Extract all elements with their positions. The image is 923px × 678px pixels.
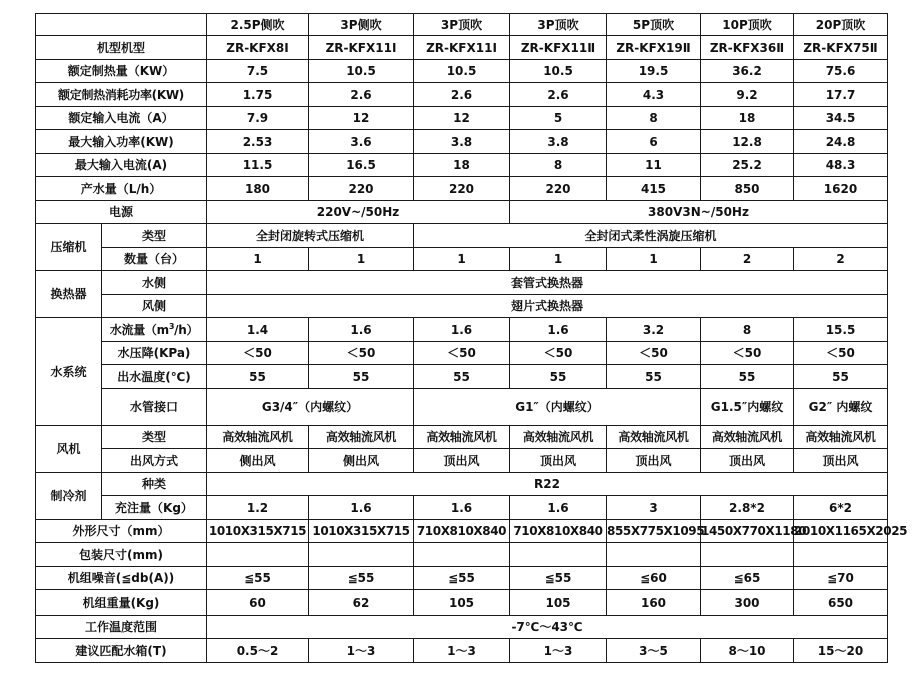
package-row [36, 543, 888, 567]
model-cell: ZR-KFX11Ⅱ [510, 36, 607, 60]
max-current-row [36, 153, 888, 177]
value-cell: 1.2 [207, 496, 309, 520]
value-cell: 10.5 [414, 59, 510, 83]
compressor-rotary: 全封闭旋转式压缩机 [207, 224, 414, 248]
sub-label: 水侧 [102, 271, 207, 295]
refrigerant-kind-value: R22 [207, 472, 888, 496]
value-cell: 高效轴流风机 [607, 425, 701, 449]
value-cell: 1.6 [510, 318, 607, 342]
value-cell: 850 [701, 177, 794, 201]
value-cell: ＜50 [207, 341, 309, 365]
row-label: 最大输入电流(A) [36, 153, 207, 177]
column-header: 3P顶吹 [414, 14, 510, 36]
value-cell: 顶出风 [701, 449, 794, 473]
value-cell: 105 [414, 590, 510, 616]
model-cell: ZR-KFX11Ⅰ [414, 36, 510, 60]
sub-label: 类型 [102, 224, 207, 248]
group-label-refrigerant: 制冷剂 [36, 472, 102, 519]
model-cell: ZR-KFX11Ⅰ [309, 36, 414, 60]
pipe-value: G3/4″（内螺纹） [207, 388, 414, 425]
value-cell: ＜50 [309, 341, 414, 365]
value-cell: 顶出风 [607, 449, 701, 473]
row-label: 额定输入电流（A） [36, 106, 207, 130]
value-cell: 3 [607, 496, 701, 520]
value-cell: 1 [309, 247, 414, 271]
column-header: 2.5P侧吹 [207, 14, 309, 36]
value-cell: 2.6 [414, 83, 510, 107]
value-cell: 1 [414, 247, 510, 271]
compressor-type-row [36, 224, 888, 248]
value-cell: 710X810X840 [510, 519, 607, 543]
fan-type-row [36, 425, 888, 449]
exchanger-water-value: 套管式换热器 [207, 271, 888, 295]
spec-table [35, 13, 908, 663]
value-cell: ＜50 [701, 341, 794, 365]
value-cell: ＜50 [607, 341, 701, 365]
value-cell: 1.6 [510, 496, 607, 520]
value-cell: 160 [607, 590, 701, 616]
sub-label: 水管接口 [102, 388, 207, 425]
refrigerant-charge-row [36, 496, 888, 520]
group-label-fan: 风机 [36, 425, 102, 472]
value-cell: 高效轴流风机 [701, 425, 794, 449]
value-cell: 1 [607, 247, 701, 271]
value-cell: 1620 [794, 177, 888, 201]
value-cell: 2 [794, 247, 888, 271]
group-label-exchanger: 换热器 [36, 271, 102, 318]
value-cell: 17.7 [794, 83, 888, 107]
value-cell: 高效轴流风机 [309, 425, 414, 449]
supply-single-phase: 220V~/50Hz [207, 200, 510, 224]
value-cell: ≦55 [207, 566, 309, 590]
value-cell: 11 [607, 153, 701, 177]
water-output-row [36, 177, 888, 201]
model-cell: ZR-KFX19Ⅱ [607, 36, 701, 60]
sub-label: 类型 [102, 425, 207, 449]
current-row [36, 106, 888, 130]
sub-label: 水压降(KPa) [102, 341, 207, 365]
value-cell: 2.6 [309, 83, 414, 107]
value-cell: 1010X315X715 [309, 519, 414, 543]
value-cell: 36.2 [701, 59, 794, 83]
row-label: 建议匹配水箱(T) [36, 639, 207, 663]
value-cell: 220 [309, 177, 414, 201]
flow-row [36, 318, 888, 342]
dimensions-row [36, 519, 888, 543]
value-cell: 侧出风 [309, 449, 414, 473]
sub-label: 风侧 [102, 294, 207, 318]
value-cell: 855X775X1095 [607, 519, 701, 543]
value-cell: 10.5 [309, 59, 414, 83]
value-cell: ＜50 [794, 341, 888, 365]
empty-cell [607, 543, 701, 567]
value-cell: 220 [510, 177, 607, 201]
empty-cell [701, 543, 794, 567]
value-cell: 8 [510, 153, 607, 177]
value-cell: ≦55 [510, 566, 607, 590]
value-cell: 8 [701, 318, 794, 342]
value-cell: 高效轴流风机 [510, 425, 607, 449]
value-cell: 顶出风 [794, 449, 888, 473]
flow-label-sup: 3 [168, 322, 175, 332]
flow-label-pre: 水流量（m [109, 323, 169, 338]
value-cell: 9.2 [701, 83, 794, 107]
value-cell: 4.3 [607, 83, 701, 107]
value-cell: 0.5～2 [207, 639, 309, 663]
compressor-count-row [36, 247, 888, 271]
sub-label: 种类 [102, 472, 207, 496]
value-cell: 6 [607, 130, 701, 154]
empty-cell [510, 543, 607, 567]
value-cell: 650 [794, 590, 888, 616]
pipe-row [36, 388, 888, 425]
row-label: 工作温度范围 [36, 615, 207, 639]
exchanger-wind-row [36, 294, 888, 318]
max-power-row [36, 130, 888, 154]
value-cell: 15.5 [794, 318, 888, 342]
value-cell: 55 [309, 365, 414, 389]
model-row [36, 36, 888, 60]
value-cell: 7.5 [207, 59, 309, 83]
empty-cell [414, 543, 510, 567]
value-cell: ≦55 [414, 566, 510, 590]
pipe-value: G2″ 内螺纹 [794, 388, 888, 425]
value-cell: 1.6 [309, 318, 414, 342]
value-cell: 10.5 [510, 59, 607, 83]
value-cell: 15～20 [794, 639, 888, 663]
noise-row [36, 566, 888, 590]
work-temp-row [36, 615, 888, 639]
row-label: 机型机型 [36, 36, 207, 60]
value-cell: 3.8 [414, 130, 510, 154]
row-label: 额定制热量（KW） [36, 59, 207, 83]
pipe-value: G1″（内螺纹） [414, 388, 701, 425]
value-cell: 7.9 [207, 106, 309, 130]
value-cell: 1.4 [207, 318, 309, 342]
value-cell: 1.75 [207, 83, 309, 107]
value-cell: 55 [701, 365, 794, 389]
weight-row [36, 590, 888, 616]
row-label: 电源 [36, 200, 207, 224]
flow-label-post: /h） [174, 323, 199, 338]
value-cell: 300 [701, 590, 794, 616]
header-row [36, 14, 888, 36]
value-cell: 12.8 [701, 130, 794, 154]
value-cell: 1～3 [510, 639, 607, 663]
value-cell: ≦70 [794, 566, 888, 590]
value-cell: 180 [207, 177, 309, 201]
value-cell: 11.5 [207, 153, 309, 177]
value-cell: ≦55 [309, 566, 414, 590]
exchanger-water-row [36, 271, 888, 295]
value-cell: ≦65 [701, 566, 794, 590]
value-cell: 3.8 [510, 130, 607, 154]
column-header: 20P顶吹 [794, 14, 888, 36]
value-cell: 55 [607, 365, 701, 389]
value-cell: 1～3 [309, 639, 414, 663]
empty-cell [207, 543, 309, 567]
compressor-scroll: 全封闭式柔性涡旋压缩机 [414, 224, 888, 248]
value-cell: 25.2 [701, 153, 794, 177]
sub-label: 出水温度(℃) [102, 365, 207, 389]
empty-cell [309, 543, 414, 567]
header-empty-cell [36, 14, 207, 36]
pipe-value: G1.5″内螺纹 [701, 388, 794, 425]
value-cell: 高效轴流风机 [207, 425, 309, 449]
value-cell: 5 [510, 106, 607, 130]
value-cell: 顶出风 [414, 449, 510, 473]
heat-row [36, 59, 888, 83]
pressure-row [36, 341, 888, 365]
value-cell: 2010X1165X2025 [794, 519, 888, 543]
value-cell: 1010X315X715 [207, 519, 309, 543]
value-cell: 6*2 [794, 496, 888, 520]
model-cell: ZR-KFX8Ⅰ [207, 36, 309, 60]
sub-label: 数量（台） [102, 247, 207, 271]
value-cell: 18 [701, 106, 794, 130]
value-cell: 1450X770X1180 [701, 519, 794, 543]
value-cell: 220 [414, 177, 510, 201]
outlet-temp-row [36, 365, 888, 389]
group-label-compressor: 压缩机 [36, 224, 102, 271]
value-cell: 16.5 [309, 153, 414, 177]
value-cell: 2.6 [510, 83, 607, 107]
value-cell: 105 [510, 590, 607, 616]
value-cell: 12 [309, 106, 414, 130]
value-cell: 8 [607, 106, 701, 130]
value-cell: 19.5 [607, 59, 701, 83]
value-cell: 60 [207, 590, 309, 616]
value-cell: 顶出风 [510, 449, 607, 473]
column-header: 5P顶吹 [607, 14, 701, 36]
value-cell: 3.2 [607, 318, 701, 342]
value-cell: 55 [510, 365, 607, 389]
value-cell: 侧出风 [207, 449, 309, 473]
tank-row [36, 639, 888, 663]
value-cell: 75.6 [794, 59, 888, 83]
row-label: 包装尺寸(mm) [36, 543, 207, 567]
value-cell: 55 [794, 365, 888, 389]
value-cell: 34.5 [794, 106, 888, 130]
row-label: 产水量（L/h） [36, 177, 207, 201]
sub-label: 出风方式 [102, 449, 207, 473]
row-label: 外形尺寸（mm） [36, 519, 207, 543]
power-row [36, 83, 888, 107]
value-cell: 1～3 [414, 639, 510, 663]
row-label: 额定制热消耗功率(KW) [36, 83, 207, 107]
value-cell: ≦60 [607, 566, 701, 590]
value-cell: 高效轴流风机 [794, 425, 888, 449]
supply-row [36, 200, 888, 224]
value-cell: 710X810X840 [414, 519, 510, 543]
value-cell: 2.53 [207, 130, 309, 154]
value-cell: 1.6 [414, 496, 510, 520]
value-cell: 1 [207, 247, 309, 271]
column-header: 3P侧吹 [309, 14, 414, 36]
value-cell: 48.3 [794, 153, 888, 177]
value-cell: ＜50 [510, 341, 607, 365]
sub-label: 充注量（Kg） [102, 496, 207, 520]
value-cell: 8～10 [701, 639, 794, 663]
value-cell: 1.6 [414, 318, 510, 342]
value-cell: 55 [414, 365, 510, 389]
empty-cell [794, 543, 888, 567]
value-cell: 高效轴流风机 [414, 425, 510, 449]
fan-out-row [36, 449, 888, 473]
supply-three-phase: 380V3N~/50Hz [510, 200, 888, 224]
refrigerant-kind-row [36, 472, 888, 496]
value-cell: 415 [607, 177, 701, 201]
value-cell: 2 [701, 247, 794, 271]
model-cell: ZR-KFX36Ⅱ [701, 36, 794, 60]
value-cell: 12 [414, 106, 510, 130]
value-cell: 18 [414, 153, 510, 177]
work-temp-value: -7℃～43℃ [207, 615, 888, 639]
value-cell: 1.6 [309, 496, 414, 520]
row-label: 机组噪音(≦db(A)) [36, 566, 207, 590]
value-cell: 3～5 [607, 639, 701, 663]
value-cell: 2.8*2 [701, 496, 794, 520]
row-label: 机组重量(Kg) [36, 590, 207, 616]
group-label-water-system: 水系统 [36, 318, 102, 425]
column-header: 10P顶吹 [701, 14, 794, 36]
value-cell: 24.8 [794, 130, 888, 154]
value-cell: ＜50 [414, 341, 510, 365]
value-cell: 55 [207, 365, 309, 389]
exchanger-wind-value: 翅片式换热器 [207, 294, 888, 318]
value-cell: 3.6 [309, 130, 414, 154]
column-header: 3P顶吹 [510, 14, 607, 36]
value-cell: 1 [510, 247, 607, 271]
row-label: 最大输入功率(KW) [36, 130, 207, 154]
model-cell: ZR-KFX75Ⅱ [794, 36, 888, 60]
sub-label [102, 318, 207, 342]
value-cell: 62 [309, 590, 414, 616]
